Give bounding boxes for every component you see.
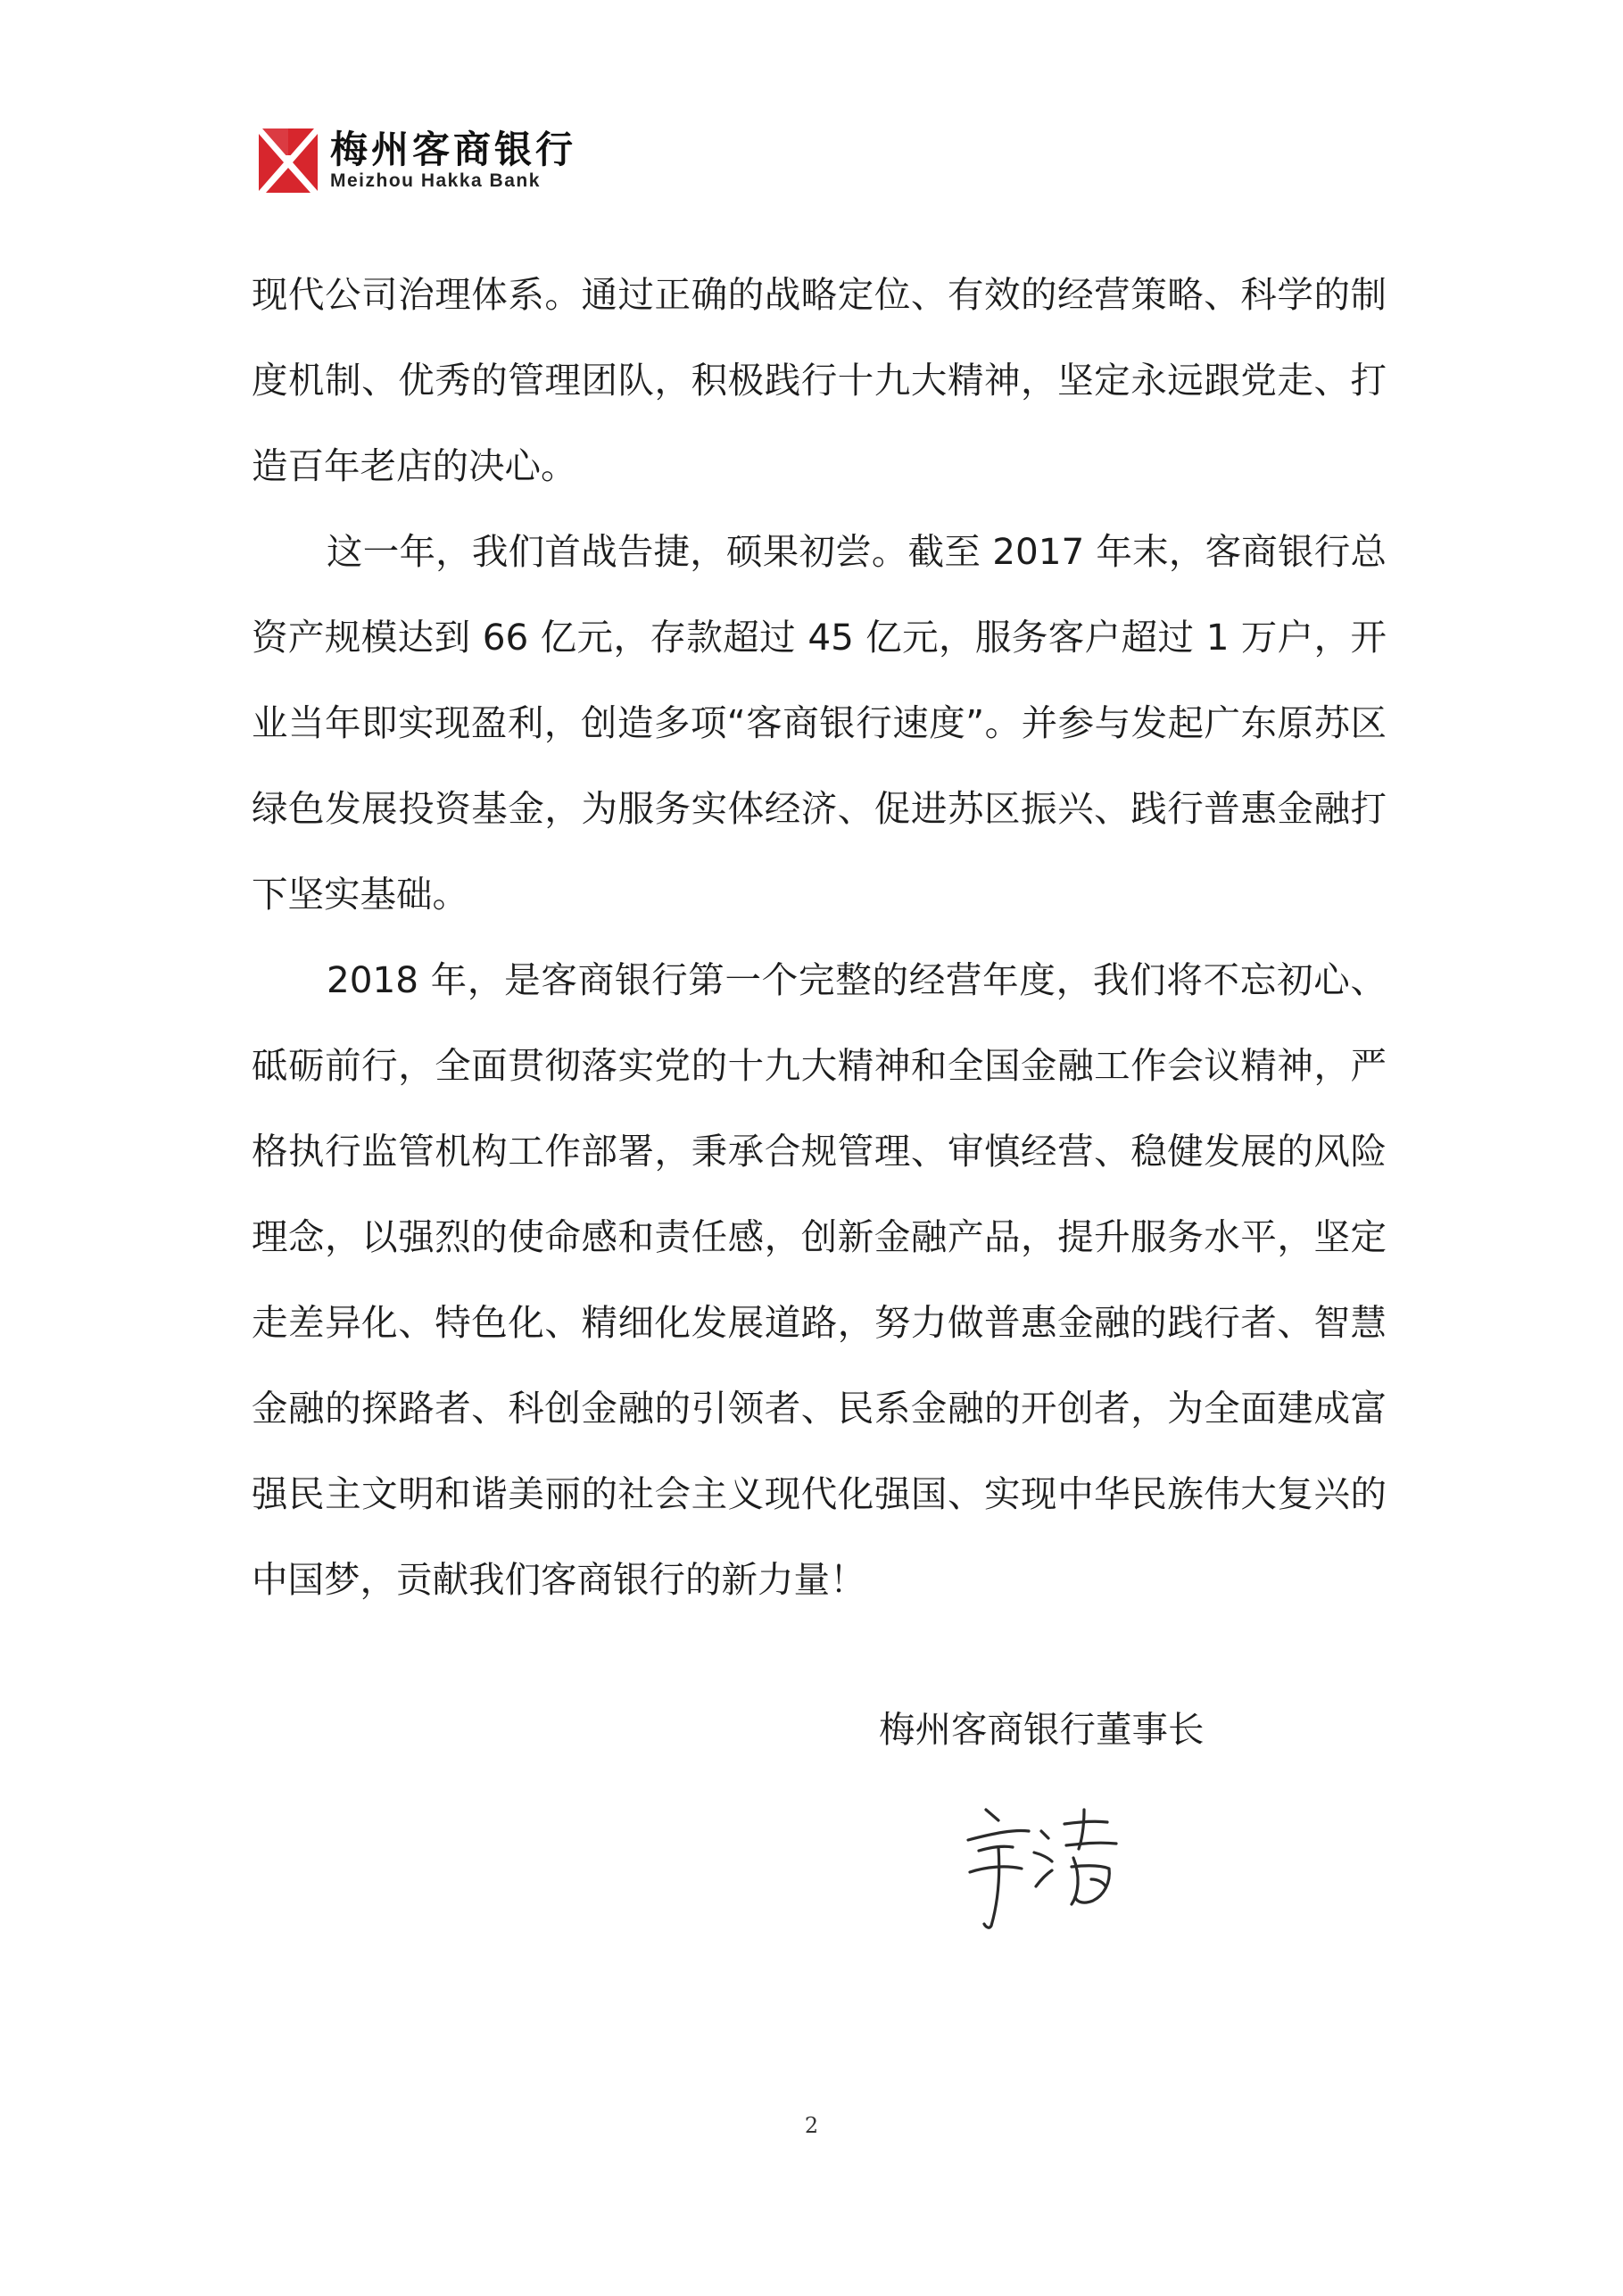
paragraph-1: 现代公司治理体系。通过正确的战略定位、有效的经营策略、科学的制度机制、优秀的管理团队，积极践行十九大精神，坚定永远跟党走、打造百年老店的决心。 (252, 273, 1387, 487)
handwritten-signature (959, 1794, 1138, 1936)
bank-name-en: Meizhou Hakka Bank (330, 170, 541, 191)
paragraph-3: 2018 年，是客商银行第一个完整的经营年度，我们将不忘初心、砥砺前行，全面贯彻落实党的十九大精神和全国金融工作会议精神，严格执行监管机构工作部署，秉承合规管理、审慎经营、稳健发展的风险理念，以强烈的使命感和责任感，创新金融产品，提升服务水平，坚定走差异化、特色化、精细化发展道路，努力做普惠金融的践行者、智慧金融的探路者、科创金融的引领者、民系金融的开创者，为全面建成富强民主文明和谐美丽的社会主义现代化强国、实现中华民族伟大复兴的中国梦，贡献我们客商银行的新力量！ (252, 958, 1387, 1601)
bank-logo-text (330, 129, 576, 192)
paragraph-2: 这一年，我们首战告捷，硕果初尝。截至 2017 年末，客商银行总资产规模达到 66 亿元，存款超过 45 亿元，服务客户超过 1 万户，开业当年即实现盈利，创造多项“客商银行速度”。并参与发起广东原苏区绿色发展投资基金，为服务实体经济、促进苏区振兴、践行普惠金融打下坚实基础。 (252, 530, 1387, 916)
signer-title: 梅州客商银行董事长 (879, 1708, 1205, 1751)
letter-body (252, 252, 1387, 1622)
letterhead (259, 125, 576, 196)
page-number: 2 (804, 2113, 819, 2138)
bank-name-cn: 梅州客商银行 (330, 128, 577, 171)
bank-logo-icon (259, 128, 318, 193)
